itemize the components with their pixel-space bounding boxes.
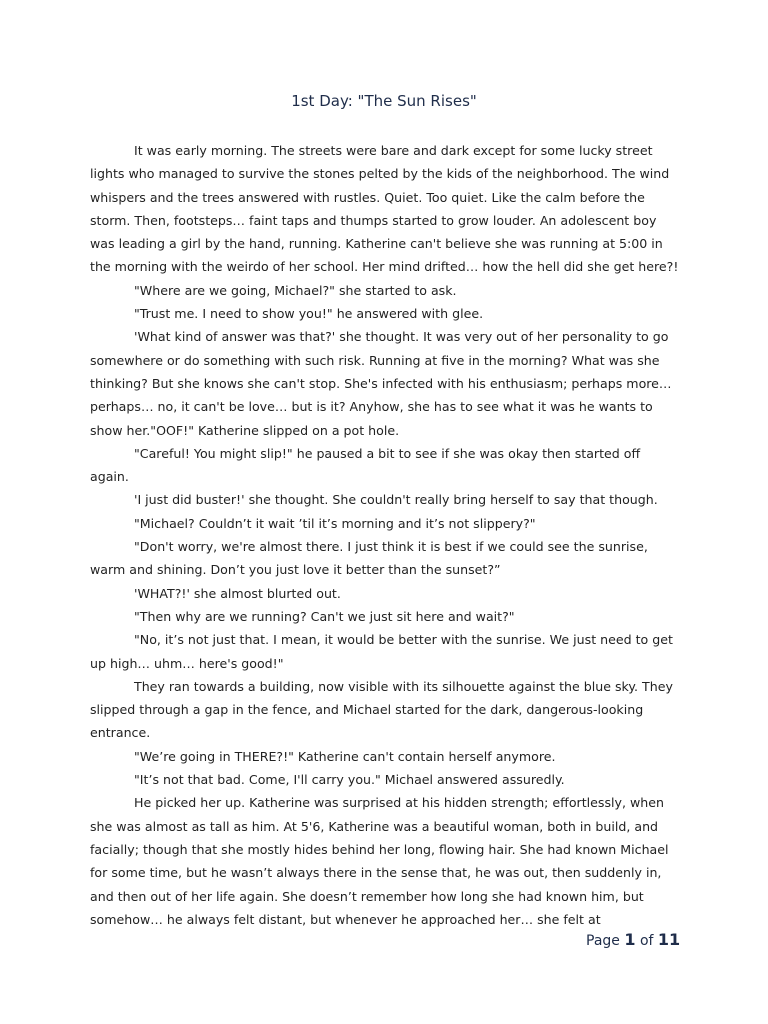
total-pages-number: 11 — [657, 930, 681, 949]
paragraph: "No, it’s not just that. I mean, it would be better with the sunrise. We just need to get up high… uhm… here's good!" — [90, 632, 673, 671]
current-page-number: 1 — [624, 930, 636, 949]
document-body — [90, 139, 680, 931]
paragraph: "Michael? Couldn’t it wait ’til it’s morning and it’s not slippery?" — [134, 515, 536, 531]
paragraph: "Then why are we running? Can't we just sit here and wait?" — [134, 608, 515, 624]
paragraph: 'I just did buster!' she thought. She couldn't really bring herself to say that though. — [134, 492, 658, 508]
page-label: Page — [586, 933, 620, 949]
paragraph: "We’re going in THERE?!" Katherine can't contain herself anymore. — [134, 748, 556, 764]
paragraph: "Trust me. I need to show you!" he answered with glee. — [134, 306, 484, 322]
of-label: of — [639, 933, 654, 949]
paragraph: "Where are we going, Michael?" she started to ask. — [134, 282, 457, 298]
paragraph: They ran towards a building, now visible with its silhouette against the blue sky. They slipped through a gap in the fence, and Michael started for the dark, dangerous-looking entrance. — [90, 678, 673, 741]
paragraph: He picked her up. Katherine was surprised at his hidden strength; effortlessly, when she was almost as tall as him. At 5'6, Katherine was a beautiful woman, both in build, and facially; though that she mostly hides behind her long, flowing hair. She had known Michael for some time, but he wasn’t always there in the sense that, he was out, then suddenly in, and then out of her life again. She doesn’t remember how long she had known him, but somehow… he always felt distant, but whenever he approached her… she felt at — [90, 795, 669, 927]
paragraph: "Careful! You might slip!" he paused a bit to see if she was okay then started off again. — [90, 445, 641, 485]
page-counter — [586, 930, 680, 949]
paragraph: 'WHAT?!' she almost blurted out. — [134, 585, 341, 601]
paragraph: "It’s not that bad. Come, I'll carry you." Michael answered assuredly. — [134, 772, 565, 788]
paragraph: 'What kind of answer was that?' she thought. It was very out of her personality to go somewhere or do something with such risk. Running at five in the morning? What was she thinking? But she knows she can't stop. She's infected with his enthusiasm; perhaps more… perhaps… no, it can't be love… but is it? Anyhow, she has to see what it was he wants to show her."OOF!" Katherine slipped on a pot hole. — [90, 329, 672, 438]
paragraph: It was early morning. The streets were bare and dark except for some lucky street lights who managed to survive the stones pelted by the kids of the neighborhood. The wind whispers and the trees answered with rustles. Quiet. Too quiet. Like the calm before the storm. Then, footsteps… faint taps and thumps started to grow louder. An adolescent boy was leading a girl by the hand, running. Katherine can't believe she was running at 5:00 in the morning with the weirdo of her school. Her mind drifted… how the hell did she get here?! — [90, 143, 679, 275]
paragraph: "Don't worry, we're almost there. I just think it is best if we could see the sunrise, warm and shining. Don’t you just love it better than the sunset?” — [90, 539, 648, 578]
document-title: 1st Day: "The Sun Rises" — [291, 92, 477, 110]
